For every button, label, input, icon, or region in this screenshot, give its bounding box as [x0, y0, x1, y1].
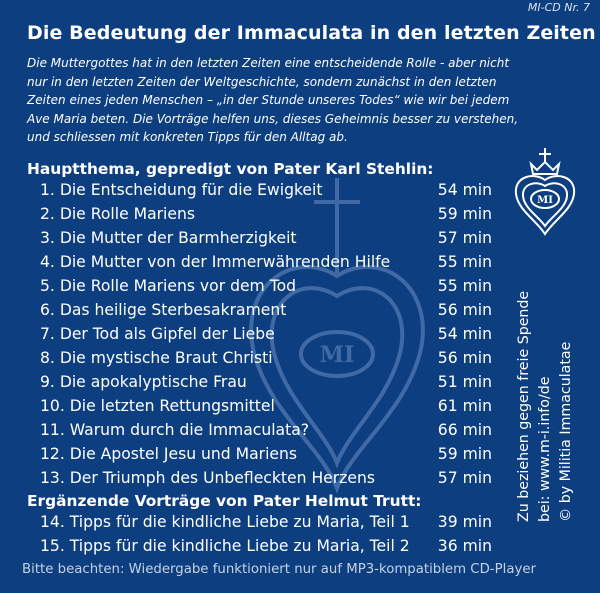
track-duration: 55 min [437, 277, 492, 295]
page-title: Die Bedeutung der Immaculata in den letzten Zeiten [27, 22, 596, 44]
track-duration: 39 min [437, 513, 492, 531]
track-title: 9. Die apokalyptische Frau [40, 373, 247, 391]
track-title: 10. Die letzten Rettungsmittel [40, 397, 275, 415]
track-title: 12. Die Apostel Jesu und Mariens [40, 445, 298, 463]
track-duration: 54 min [437, 181, 492, 199]
track-duration: 51 min [437, 373, 492, 391]
track-row [40, 348, 492, 368]
track-row [40, 396, 492, 416]
track-row [40, 468, 492, 488]
track-duration: 57 min [437, 469, 492, 487]
track-row [40, 300, 492, 320]
donation-info [514, 291, 577, 522]
track-row [40, 276, 492, 296]
track-row [40, 180, 492, 200]
track-row [40, 204, 492, 224]
track-row [40, 512, 492, 532]
track-title: 4. Die Mutter von der Immerwährenden Hilfe [40, 253, 391, 271]
mi-heart-emblem-icon [510, 146, 580, 236]
track-row [40, 252, 492, 272]
track-title: 7. Der Tod als Gipfel der Liebe [40, 325, 275, 343]
track-title: 8. Die mystische Braut Christi [40, 349, 273, 367]
track-duration: 61 min [437, 397, 492, 415]
catalog-number: MI-CD Nr. 7 [527, 1, 590, 14]
track-title: 13. Der Triumph des Unbefleckten Herzens [40, 469, 375, 487]
track-duration: 56 min [437, 301, 492, 319]
intro-line: Zeiten eines jeden Menschen – „in der Stunde unseres Todes“ wie wir bei jedem [27, 93, 510, 107]
track-duration: 59 min [437, 445, 492, 463]
svg-text:MI: MI [319, 342, 355, 368]
track-row [40, 536, 492, 556]
track-row [40, 324, 492, 344]
track-duration: 36 min [437, 537, 492, 555]
track-title: 15. Tipps für die kindliche Liebe zu Maria, Teil 2 [40, 537, 410, 555]
track-duration: 54 min [437, 325, 492, 343]
track-row [40, 444, 492, 464]
track-row [40, 372, 492, 392]
track-title: 2. Die Rolle Mariens [40, 205, 195, 223]
intro-line: und schliessen mit konkreten Tipps für den Alltag ab. [27, 130, 348, 144]
side-line: Zu beziehen gegen freie Spende [516, 290, 532, 522]
track-title: 1. Die Entscheidung für die Ewigkeit [40, 181, 323, 199]
intro-line: Die Muttergottes hat in den letzten Zeiten eine entscheidende Rolle - aber nicht [27, 56, 510, 70]
side-line: © by Militia Immaculatae [558, 341, 574, 522]
track-row [40, 228, 492, 248]
track-duration: 56 min [437, 349, 492, 367]
playback-note: Bitte beachten: Wiedergabe funktioniert nur auf MP3-kompatiblem CD-Player [22, 562, 536, 577]
track-title: 3. Die Mutter der Barmherzigkeit [40, 229, 297, 247]
emblem-label: MI [537, 195, 553, 206]
track-duration: 57 min [437, 229, 492, 247]
side-line: bei: www.m-i.info/de [537, 376, 553, 522]
track-title: 11. Warum durch die Immaculata? [40, 421, 310, 439]
extra-section-heading: Ergänzende Vorträge von Pater Helmut Trutt: [27, 492, 422, 510]
track-title: 5. Die Rolle Mariens vor dem Tod [40, 277, 297, 295]
track-duration: 55 min [437, 253, 492, 271]
intro-line: nur in den letzten Zeiten der Weltgeschichte, sondern zunächst in den letzten [27, 74, 497, 89]
track-duration: 66 min [437, 421, 492, 439]
track-duration: 59 min [437, 205, 492, 223]
intro-text [27, 54, 587, 147]
intro-line: Ave Maria beten. Die Vorträge helfen uns, dieses Geheimnis besser zu verstehen, [27, 111, 519, 126]
track-title: 14. Tipps für die kindliche Liebe zu Maria, Teil 1 [40, 513, 410, 531]
track-title: 6. Das heilige Sterbesakrament [40, 301, 287, 319]
main-section-heading: Hauptthema, gepredigt von Pater Karl Stehlin: [27, 160, 434, 178]
track-row [40, 420, 492, 440]
